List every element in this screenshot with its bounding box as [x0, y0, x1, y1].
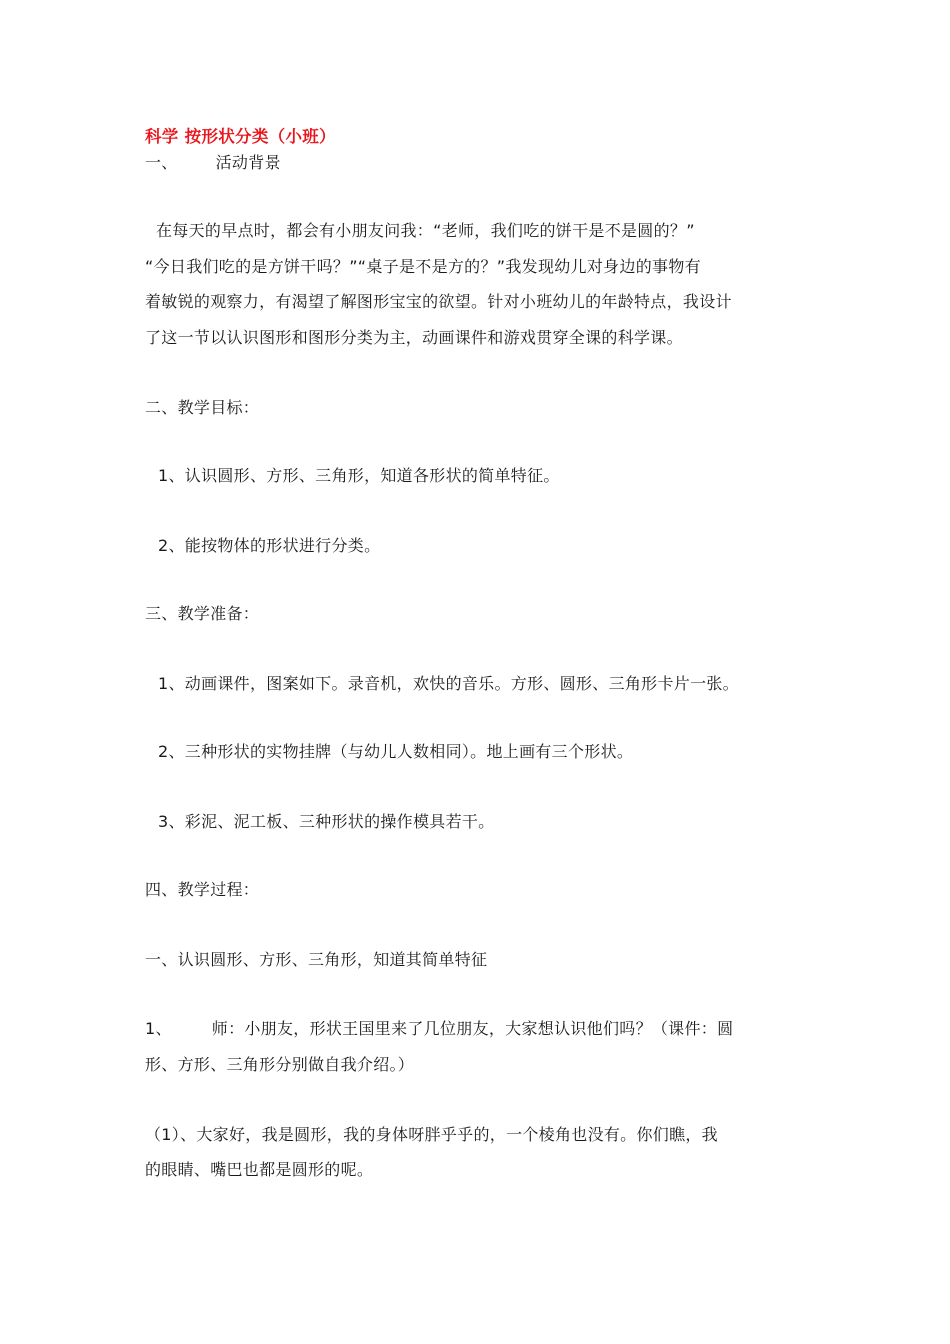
section-heading-background — [145, 150, 281, 176]
background-paragraph-line: 在每天的早点时，都会有小朋友问我：“老师，我们吃的饼干是不是圆的？” — [156, 221, 695, 240]
background-paragraph-line: 着敏锐的观察力，有渴望了解图形宝宝的欲望。针对小班幼儿的年龄特点，我设计 — [145, 292, 732, 311]
section-heading-prep: 三、教学准备： — [145, 604, 260, 623]
section-title: 活动背景 — [215, 153, 281, 172]
background-paragraph-line: “今日我们吃的是方饼干吗？”“桌子是不是方的？”我发现幼儿对身边的事物有 — [145, 257, 701, 276]
process-subheading: 一、认识圆形、方形、三角形，知道其简单特征 — [145, 950, 488, 969]
circle-intro-line: （1）、大家好，我是圆形，我的身体呀胖乎乎的，一个棱角也没有。你们瞧，我 — [145, 1125, 718, 1144]
prep-item: 1、动画课件，图案如下。录音机，欢快的音乐。方形、圆形、三角形卡片一张。 — [158, 674, 739, 693]
prep-item: 2、三种形状的实物挂牌（与幼儿人数相同）。地上画有三个形状。 — [158, 742, 634, 761]
section-number: 一、 — [145, 153, 178, 172]
prep-item: 3、彩泥、泥工板、三种形状的操作模具若干。 — [158, 812, 495, 831]
step-text: 师：小朋友，形状王国里来了几位朋友，大家想认识他们吗？（课件：圆 — [211, 1019, 734, 1038]
process-step-line: 形、方形、三角形分别做自我介绍。） — [145, 1055, 415, 1074]
section-heading-process: 四、教学过程： — [145, 880, 260, 899]
process-step-line — [145, 1016, 733, 1042]
document-title: 科学 按形状分类（小班） — [145, 127, 336, 146]
section-heading-goals: 二、教学目标： — [145, 398, 260, 417]
background-paragraph-line: 了这一节以认识图形和图形分类为主，动画课件和游戏贯穿全课的科学课。 — [145, 328, 683, 347]
step-number: 1、 — [145, 1019, 172, 1038]
goal-item: 2、能按物体的形状进行分类。 — [158, 536, 381, 555]
circle-intro-line: 的眼睛、嘴巴也都是圆形的呢。 — [145, 1160, 374, 1179]
goal-item: 1、认识圆形、方形、三角形，知道各形状的简单特征。 — [158, 466, 560, 485]
